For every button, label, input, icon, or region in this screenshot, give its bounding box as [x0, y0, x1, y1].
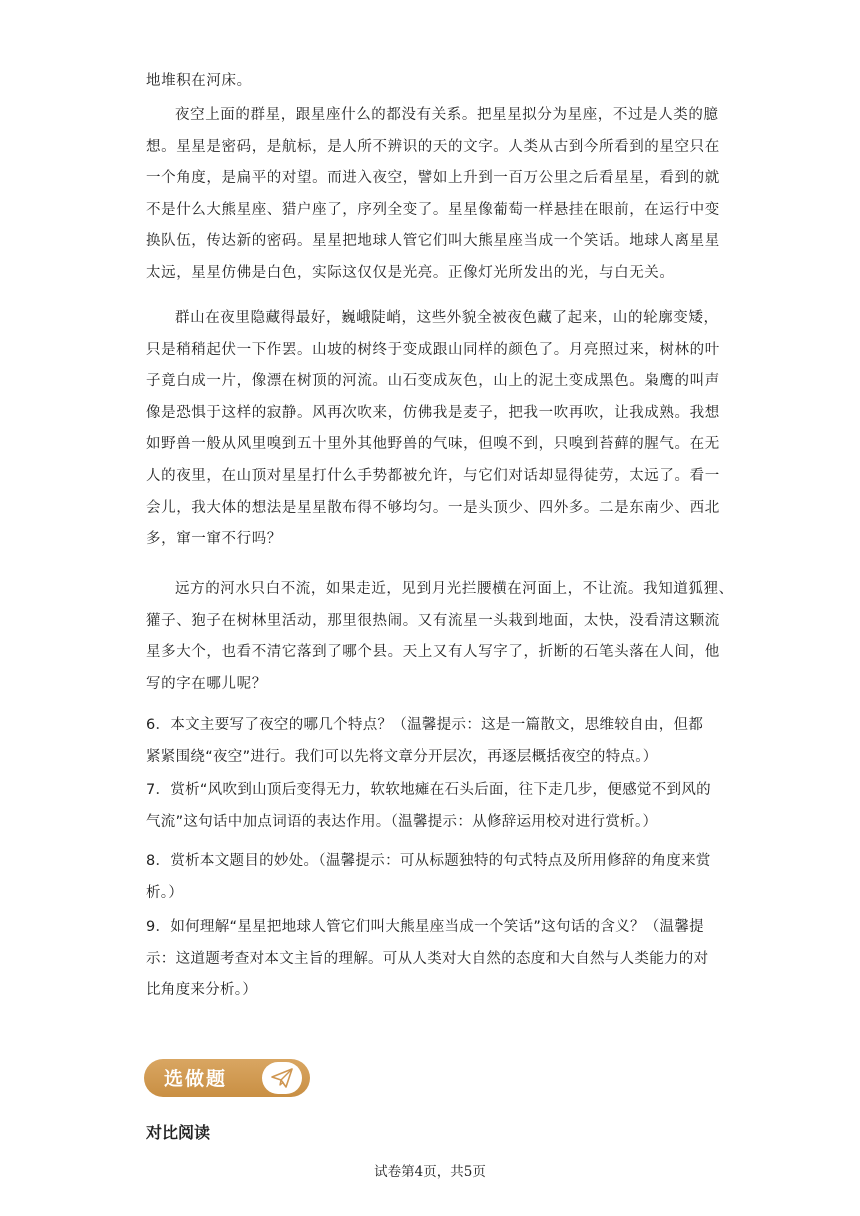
- paragraph-stars: [146, 100, 720, 290]
- text-line: 群山在夜里隐藏得最好，巍峨陡峭，这些外貌全被夜色藏了起来，山的轮廓变矮，: [175, 310, 719, 326]
- banner-icon-badge: [262, 1062, 302, 1094]
- text-line: 如野兽一般从风里嗅到五十里外其他野兽的气味，但嗅不到，只嗅到苔藓的腥气。在无: [146, 436, 720, 453]
- text-line: 像是恐惧于这样的寂静。风再次吹来，仿佛我是麦子，把我一吹再吹，让我成熟。我想: [146, 404, 720, 421]
- question-line: 8．赏析本文题目的妙处。（温馨提示：可从标题独特的句式特点及所用修辞的角度来赏: [146, 853, 711, 869]
- text-line: 星多大个，也看不清它落到了哪个县。天上又有人写字了，折断的石笔头落在人间，他: [146, 644, 720, 661]
- question-9: [146, 912, 716, 1007]
- text-line: 一个角度，是扁平的对望。而进入夜空，譬如上升到一百万公里之后看星星，看到的就: [146, 170, 720, 187]
- text-line: 子竟白成一片，像漂在树顶的河流。山石变成灰色，山上的泥土变成黑色。枭鹰的叫声: [146, 373, 720, 390]
- banner-label: 选做题: [164, 1068, 228, 1090]
- optional-section-banner: [144, 1059, 310, 1097]
- text-line: 远方的河水只白不流，如果走近，见到月光拦腰横在河面上，不让流。我知道狐狸、: [175, 581, 734, 597]
- text-line: 不是什么大熊星座、猎户座了，序列全变了。星星像葡萄一样悬挂在眼前，在运行中变: [146, 201, 720, 218]
- text-line: 夜空上面的群星，跟星座什么的都没有关系。把星星拟分为星座，不过是人类的臆: [175, 107, 719, 123]
- text-line: 獾子、狍子在树林里活动，那里很热闹。又有流星一头栽到地面，太快，没看清这颗流: [146, 612, 720, 629]
- text-line: 写的字在哪儿呢？: [146, 675, 267, 692]
- question-8: [146, 846, 716, 909]
- page-footer: 试卷第4页，共5页: [374, 1164, 486, 1180]
- question-line: 比角度来分析。）: [146, 982, 258, 999]
- question-line: 示：这道题考查对本文主旨的理解。可从人类对大自然的态度和大自然与人类能力的对: [146, 950, 709, 967]
- paragraph-mountains: [146, 303, 720, 556]
- paragraph-river: [146, 574, 734, 700]
- text-line: 太远，星星仿佛是白色，实际这仅仅是光亮。正像灯光所发出的光，与白无关。: [146, 264, 675, 281]
- text-line: 只是稍稍起伏一下作罢。山坡的树终于变成跟山同样的颜色了。月亮照过来，树林的叶: [146, 341, 720, 358]
- text-line: 地堆积在河床。: [146, 73, 252, 89]
- question-line: 7．赏析“风吹到山顶后变得无力，软软地瘫在石头后面，往下走几步，便感觉不到风的: [146, 782, 711, 798]
- text-line: 会儿，我大体的想法是星星散布得不够均匀。一是头顶少、四外多。二是东南少、西北: [146, 499, 720, 516]
- question-7: [146, 775, 716, 838]
- question-line: 气流”这句话中加点词语的表达作用。（温馨提示：从修辞运用校对进行赏析。）: [146, 813, 658, 830]
- question-line: 9．如何理解“星星把地球人管它们叫大熊星座当成一个笑话”这句话的含义？（温馨提: [146, 919, 704, 935]
- question-line: 析。）: [146, 884, 184, 901]
- section-title: 对比阅读: [146, 1123, 211, 1142]
- text-line: 人的夜里，在山顶对星星打什么手势都被允许，与它们对话却显得徒劳，太远了。看一: [146, 467, 720, 484]
- question-line: 紧紧围绕“夜空”进行。我们可以先将文章分开层次，再逐层概括夜空的特点。）: [146, 748, 658, 765]
- text-line: 想。星星是密码，是航标，是人所不辨识的天的文字。人类从古到今所看到的星空只在: [146, 138, 720, 155]
- question-6: [146, 710, 716, 773]
- question-line: 6．本文主要写了夜空的哪几个特点？（温馨提示：这是一篇散文，思维较自由，但都: [146, 717, 704, 733]
- paper-plane-icon: [271, 1068, 293, 1088]
- passage-continuation: [146, 66, 716, 98]
- text-line: 换队伍，传达新的密码。星星把地球人管它们叫大熊星座当成一个笑话。地球人离星星: [146, 233, 720, 250]
- text-line: 多，窜一窜不行吗？: [146, 531, 282, 548]
